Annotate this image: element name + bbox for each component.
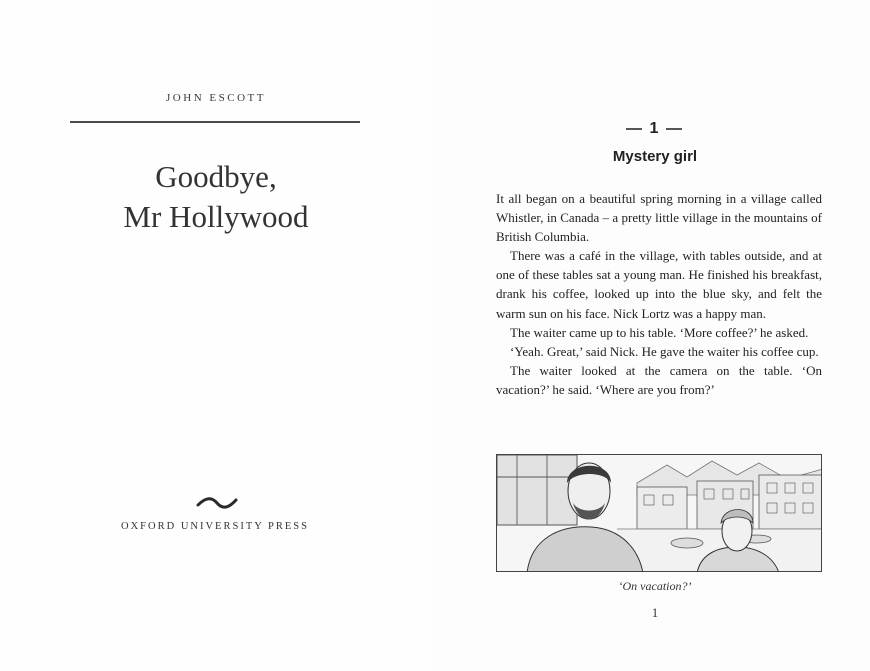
book-title: [72, 157, 360, 237]
chapter-dash-right: [666, 128, 682, 129]
paragraph: The waiter looked at the camera on the table. ‘On vacation?’ he said. ‘Where are you from?’: [496, 362, 822, 397]
illustration-drawing: [497, 455, 822, 572]
cafe-scene-illustration: [496, 454, 822, 572]
publisher-logo-icon: [196, 495, 238, 511]
author-name: JOHN ESCOTT: [166, 92, 266, 104]
paragraph: It all began on a beautiful spring morning in a village called Whistler, in Canada – a pretty little village in the mountains of British Columbia.: [496, 191, 822, 245]
chapter-dash-left: [626, 128, 642, 129]
chapter-number: 1: [649, 120, 659, 137]
illustration-caption: ‘On vacation?’: [618, 579, 692, 593]
title-divider: [70, 121, 360, 123]
chapter-title: Mystery girl: [612, 148, 698, 165]
paragraph: ‘Yeah. Great,’ said Nick. He gave the waiter his coffee cup.: [510, 343, 819, 359]
chapter-heading: [614, 119, 694, 139]
paragraph: The waiter came up to his table. ‘More coffee?’ he asked.: [510, 324, 809, 340]
book-title-line-1: Goodbye,: [155, 159, 277, 194]
page-number: 1: [651, 605, 659, 620]
left-page: [0, 0, 430, 671]
chapter-body: [496, 189, 822, 399]
publisher-name: OXFORD UNIVERSITY PRESS: [121, 521, 309, 532]
paragraph: There was a café in the village, with tables outside, and at one of these tables sat a young man. He finished his breakfast, drank his coffee, looked up into the blue sky, and felt the warm sun on his face. Nick Lortz was a happy man.: [496, 248, 822, 321]
book-title-line-2: Mr Hollywood: [123, 199, 309, 234]
